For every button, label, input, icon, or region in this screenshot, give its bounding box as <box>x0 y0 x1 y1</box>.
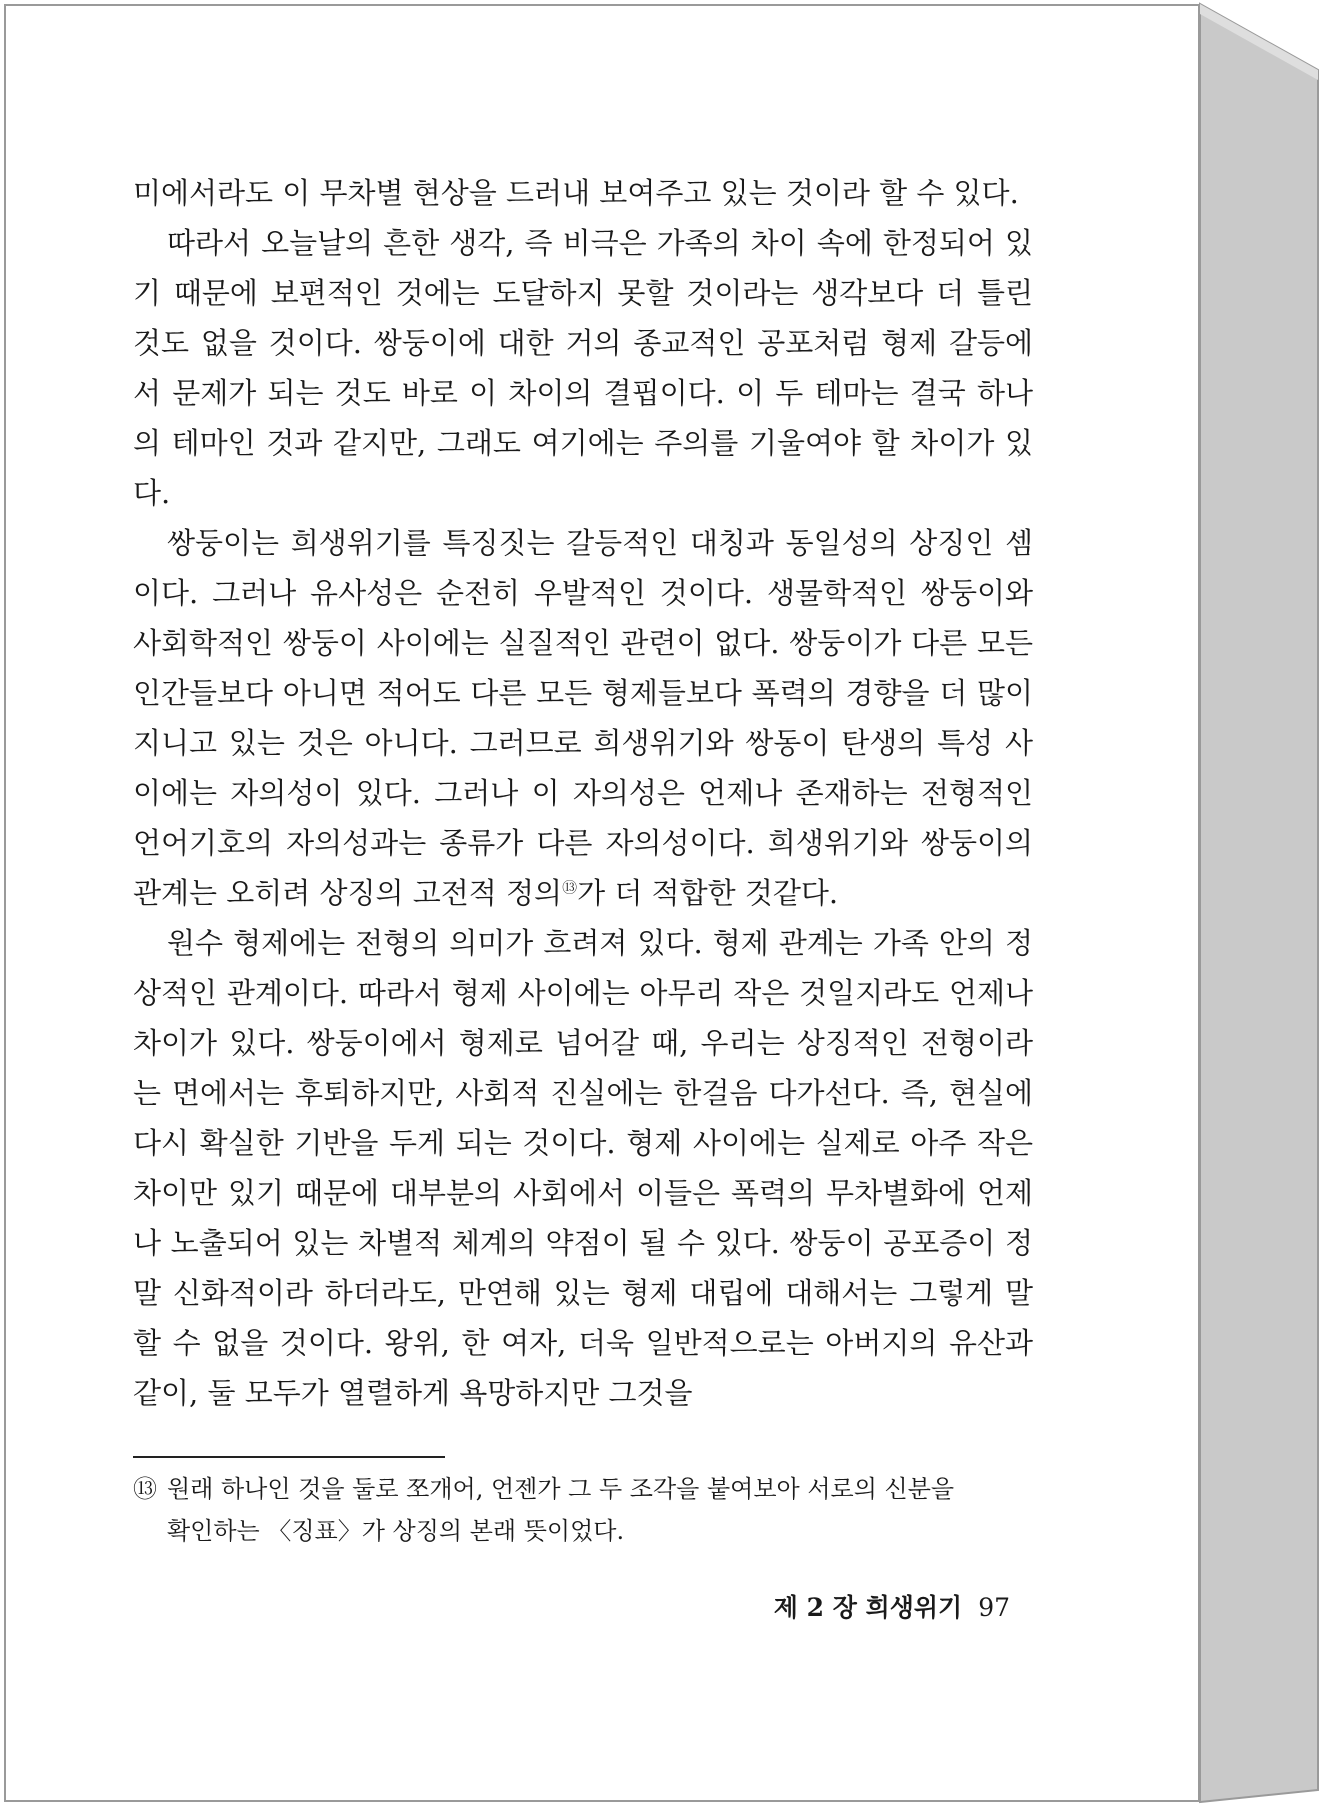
paragraph-1: 미에서라도 이 무차별 현상을 드러내 보여주고 있는 것이라 할 수 있다. <box>133 176 1019 210</box>
chapter-title: 제 2 장 희생위기 <box>773 1593 963 1622</box>
paragraph-3 <box>133 518 1033 918</box>
body-text <box>133 168 1033 1418</box>
footnote-marker: ⑬ <box>133 1475 157 1503</box>
paragraph-3-text: 쌍둥이는 희생위기를 특징짓는 갈등적인 대칭과 동일성의 상징인 셈이다. 그러나 유사성은 순전히 우발적인 것이다. 생물학적인 쌍둥이와 사회학적인 쌍둥이 사이에는 실질적인 관련이 없다. 쌍둥이가 다른 모든 인간들보다 아니면 적어도 다른 모든 형제들보다 폭력의 경향을 더 많이 지니고 있는 것은 아니다. 그러므로 희생위기와 쌍동이 탄생의 특성 사이에는 자의성이 있다. 그러나 이 자의성은 언제나 존재하는 전형적인 언어기호의 자의성과는 종류가 다른 자의성이다. 희생위기와 쌍둥이의 관계는 오히려 상징의 고전적 정의 <box>133 526 1033 910</box>
page-number: 97 <box>978 1593 1010 1622</box>
footnote-line-1: 원래 하나인 것을 둘로 쪼개어, 언젠가 그 두 조각을 붙여보아 서로의 신분을 <box>167 1475 955 1503</box>
paragraph-3-text-after: 가 더 적합한 것같다. <box>577 876 839 910</box>
footnote-line-2: 확인하는 〈징표〉가 상징의 본래 뜻이었다. <box>167 1517 625 1545</box>
footnote-reference[interactable]: ⑬ <box>562 878 578 897</box>
paragraph-4: 원수 형제에는 전형의 의미가 흐려져 있다. 형제 관계는 가족 안의 정상적인 관계이다. 따라서 형제 사이에는 아무리 작은 것일지라도 언제나 차이가 있다. 쌍둥이에서 형제로 넘어갈 때, 우리는 상징적인 전형이라는 면에서는 후퇴하지만, 사회적 진실에는 한걸음 다가선다. 즉, 현실에 다시 확실한 기반을 두게 되는 것이다. 형제 사이에는 실제로 아주 작은 차이만 있기 때문에 대부분의 사회에서 이들은 폭력의 무차별화에 언제나 노출되어 있는 차별적 체계의 약점이 될 수 있다. 쌍둥이 공포증이 정말 신화적이라 하더라도, 만연해 있는 형제 대립에 대해서는 그렇게 말할 수 없을 것이다. 왕위, 한 여자, 더욱 일반적으로는 아버지의 유산과 같이, 둘 모두가 열렬하게 욕망하지만 그것을 <box>133 926 1033 1410</box>
paragraph-2: 따라서 오늘날의 흔한 생각, 즉 비극은 가족의 차이 속에 한정되어 있기 때문에 보편적인 것에는 도달하지 못할 것이라는 생각보다 더 틀린 것도 없을 것이다. 쌍둥이에 대한 거의 종교적인 공포처럼 형제 갈등에서 문제가 되는 것도 바로 이 차이의 결핍이다. 이 두 테마는 결국 하나의 테마인 것과 같지만, 그래도 여기에는 주의를 기울여야 할 차이가 있다. <box>133 226 1033 510</box>
footnote-divider <box>133 1456 445 1458</box>
footnote <box>133 1468 1038 1552</box>
running-footer <box>700 1588 1010 1624</box>
